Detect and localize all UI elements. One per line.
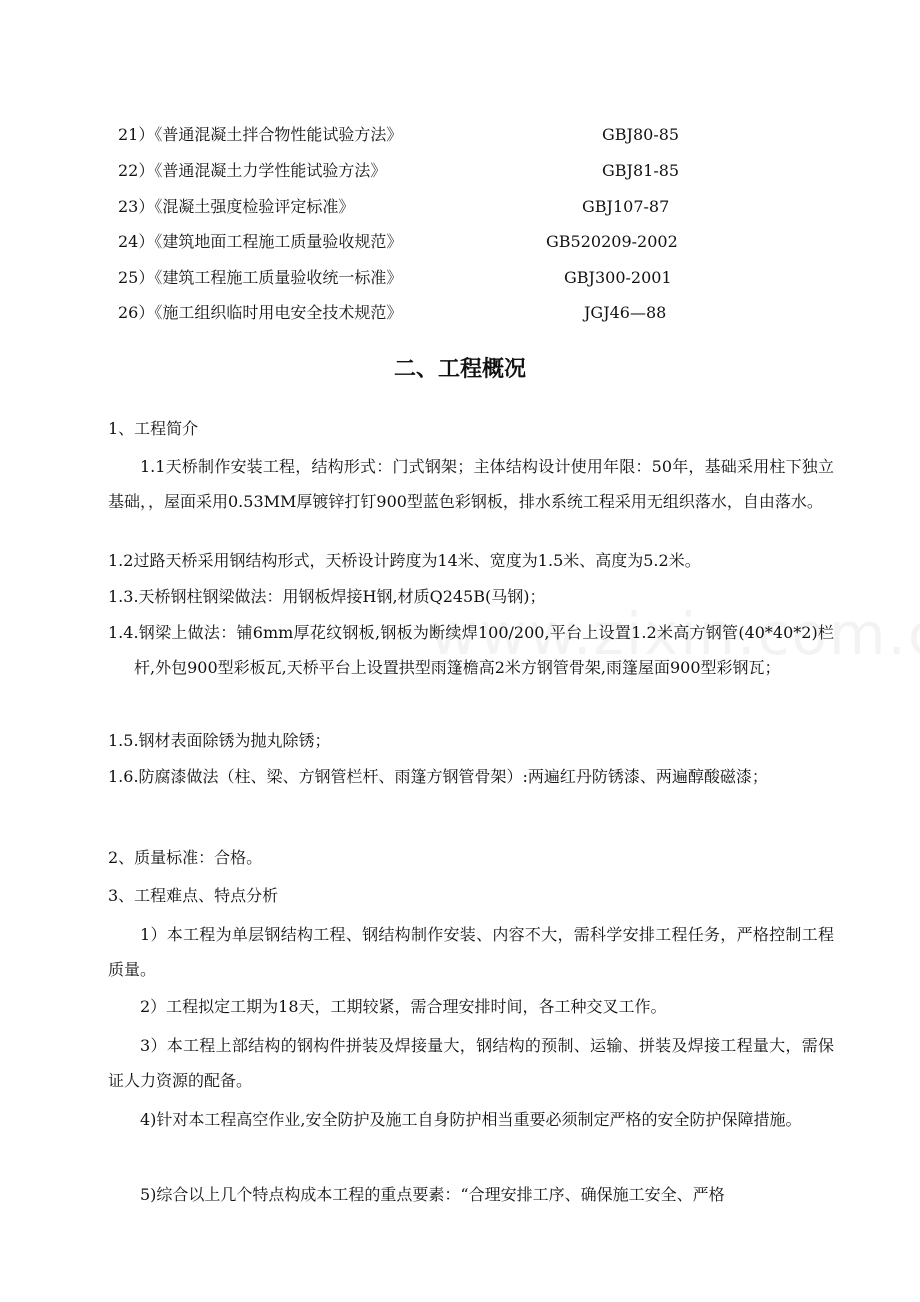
reference-item-22 [0, 156, 920, 186]
difficulty-1: 1）本工程为单层钢结构工程、钢结构制作安装、内容不大，需科学安排工程任务，严格控制工程质量。 [108, 925, 834, 979]
reference-code: GB520209-2002 [546, 232, 678, 251]
reference-code: JGJ46—88 [584, 303, 667, 322]
reference-code: GBJ107-87 [582, 197, 670, 216]
reference-item-26 [0, 298, 920, 328]
section-title: 二、工程概况 [393, 357, 526, 382]
reference-code: GBJ81-85 [602, 161, 680, 180]
difficulty-heading: 3、工程难点、特点分析 [108, 886, 279, 905]
difficulty-3: 3）本工程上部结构的钢构件拼装及焊接量大，钢结构的预制、运输、拼装及焊接工程量大，需保证人力资源的配备。 [108, 1036, 834, 1090]
reference-title: 23）《混凝土强度检验评定标准》 [118, 197, 355, 216]
paragraph-1-1: 1.1天桥制作安装工程，结构形式：门式钢架；主体结构设计使用年限：50年，基础采用柱下独立基础，，屋面采用0.53MM厚镀锌打钉900型蓝色彩钢板，排水系统工程采用无组织落水，自由落水。 [108, 457, 834, 511]
reference-code: GBJ80-85 [602, 125, 680, 144]
difficulty-4: 4)针对本工程高空作业,安全防护及施工自身防护相当重要必须制定严格的安全防护保障措施。 [140, 1110, 802, 1129]
reference-title: 21）《普通混凝土拌合物性能试验方法》 [118, 125, 403, 144]
paragraph-1-6: 1.6.防腐漆做法（柱、梁、方钢管栏杆、雨篷方钢管骨架）:两遍红丹防锈漆、两遍醇酸磁漆； [108, 767, 768, 786]
reference-item-21 [0, 120, 920, 150]
reference-item-23 [0, 192, 920, 222]
reference-title: 25）《建筑工程施工质量验收统一标准》 [118, 268, 403, 287]
paragraph-1-5: 1.5.钢材表面除锈为抛丸除锈； [108, 731, 331, 750]
paragraph-1-3: 1.3.天桥钢柱钢梁做法：用钢板焊接H钢,材质Q245B(马钢)； [108, 587, 546, 606]
paragraph-1-4: 1.4.钢梁上做法：铺6mm厚花纹钢板,钢板为断续焊100/200,平台上设置1.2米高方钢管(40*40*2)栏杆,外包900型彩板瓦,天桥平台上设置拱型雨篷檐高2米方钢管骨架,雨篷屋面900型彩钢瓦； [108, 623, 834, 677]
intro-heading: 1、工程简介 [108, 419, 199, 438]
paragraph-1-2: 1.2过路天桥采用钢结构形式，天桥设计跨度为14米、宽度为1.5米、高度为5.2米。 [108, 551, 701, 570]
reference-title: 26）《施工组织临时用电安全技术规范》 [118, 303, 403, 322]
reference-title: 22）《普通混凝土力学性能试验方法》 [118, 161, 387, 180]
reference-title: 24）《建筑地面工程施工质量验收规范》 [118, 232, 403, 251]
quality-standard: 2、质量标准：合格。 [108, 848, 263, 867]
difficulty-5: 5)综合以上几个特点构成本工程的重点要素：“合理安排工序、确保施工安全、严格 [140, 1185, 725, 1204]
reference-item-24 [0, 227, 920, 257]
reference-item-25 [0, 263, 920, 293]
reference-code: GBJ300-2001 [564, 268, 672, 287]
difficulty-2: 2）工程拟定工期为18天，工期较紧，需合理安排时间，各工种交叉工作。 [140, 997, 667, 1016]
